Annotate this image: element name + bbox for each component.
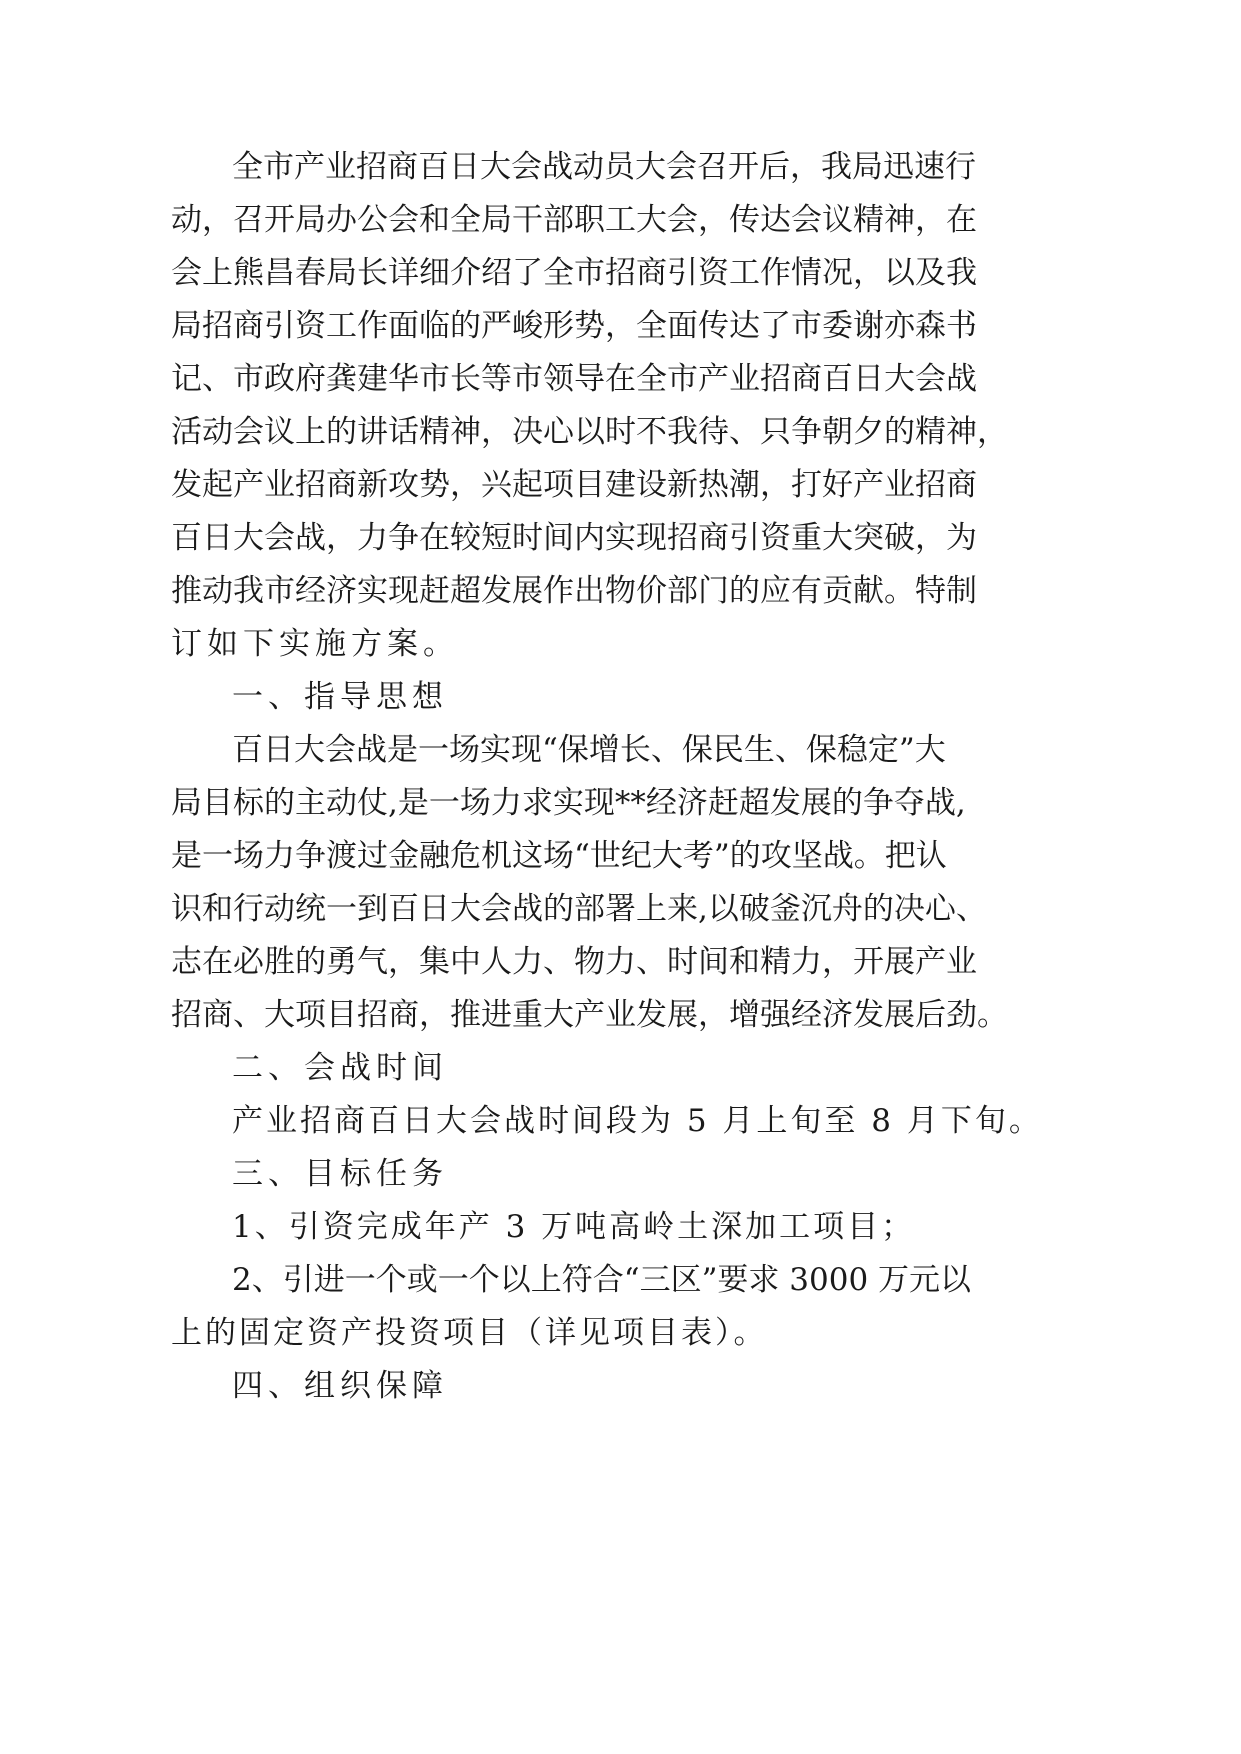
section-heading-4 <box>0 1356 1241 1416</box>
paragraph-intro-line-1 <box>0 137 1241 197</box>
text-line: 会上熊昌春局长详细介绍了全市招商引资工作情况，以及我 <box>171 255 977 291</box>
text-line: 订如下实施方案。 <box>171 626 459 662</box>
paragraph-intro-line-6 <box>0 402 1241 462</box>
text-line: 招商、大项目招商，推进重大产业发展，增强经济发展后劲。 <box>171 997 1008 1033</box>
task-item-2-line-2 <box>0 1303 1241 1363</box>
paragraph-guidance-line-6 <box>0 985 1241 1045</box>
text-line: 上的固定资产投资项目（详见项目表）。 <box>171 1315 768 1351</box>
text-line: 记、市政府龚建华市长等市领导在全市产业招商百日大会战 <box>171 361 977 397</box>
section-heading-3 <box>0 1144 1241 1204</box>
heading-text: 三、目标任务 <box>232 1156 448 1192</box>
paragraph-intro-line-3 <box>0 243 1241 303</box>
paragraph-time-line-1 <box>0 1091 1241 1151</box>
paragraph-intro-line-5 <box>0 349 1241 409</box>
text-line: 局招商引资工作面临的严峻形势，全面传达了市委谢亦森书 <box>171 308 977 344</box>
paragraph-intro-line-2 <box>0 190 1241 250</box>
paragraph-intro-line-9 <box>0 561 1241 621</box>
task-item-2-line-1 <box>0 1250 1241 1310</box>
paragraph-intro-line-8 <box>0 508 1241 568</box>
text-line: 全市产业招商百日大会战动员大会召开后，我局迅速行 <box>232 149 976 185</box>
paragraph-guidance-line-3 <box>0 826 1241 886</box>
paragraph-intro-line-4 <box>0 296 1241 356</box>
text-line: 动，召开局办公会和全局干部职工大会，传达会议精神，在 <box>171 202 977 238</box>
text-line: 志在必胜的勇气，集中人力、物力、时间和精力，开展产业 <box>171 944 977 980</box>
text-line: 推动我市经济实现赶超发展作出物价部门的应有贡献。特制 <box>171 573 977 609</box>
text-line: 百日大会战，力争在较短时间内实现招商引资重大突破，为 <box>171 520 977 556</box>
text-line: 发起产业招商新攻势，兴起项目建设新热潮，打好产业招商 <box>171 467 977 503</box>
text-line: 识和行动统一到百日大会战的部署上来,以破釜沉舟的决心、 <box>171 891 987 927</box>
paragraph-guidance-line-4 <box>0 879 1241 939</box>
section-heading-1 <box>0 667 1241 727</box>
text-line: 1、引资完成年产 3 万吨高岭土深加工项目； <box>232 1209 916 1245</box>
text-line: 活动会议上的讲话精神，决心以时不我待、只争朝夕的精神， <box>171 414 1008 450</box>
text-line: 局目标的主动仗,是一场力求实现**经济赶超发展的争夺战, <box>171 785 966 821</box>
text-line: 是一场力争渡过金融危机这场“世纪大考”的攻坚战。把认 <box>171 838 947 874</box>
text-line: 2、引进一个或一个以上符合“三区”要求 3000 万元以 <box>232 1262 972 1298</box>
paragraph-guidance-line-1 <box>0 720 1241 780</box>
text-line: 百日大会战是一场实现“保增长、保民生、保稳定”大 <box>232 732 946 768</box>
heading-text: 二、会战时间 <box>232 1050 448 1086</box>
task-item-1 <box>0 1197 1241 1257</box>
paragraph-intro-line-10 <box>0 614 1241 674</box>
section-heading-2 <box>0 1038 1241 1098</box>
heading-text: 一、指导思想 <box>232 679 448 715</box>
paragraph-guidance-line-5 <box>0 932 1241 992</box>
paragraph-guidance-line-2 <box>0 773 1241 833</box>
text-line: 产业招商百日大会战时间段为 5 月上旬至 8 月下旬。 <box>232 1103 1043 1139</box>
heading-text: 四、组织保障 <box>232 1368 448 1404</box>
paragraph-intro-line-7 <box>0 455 1241 515</box>
